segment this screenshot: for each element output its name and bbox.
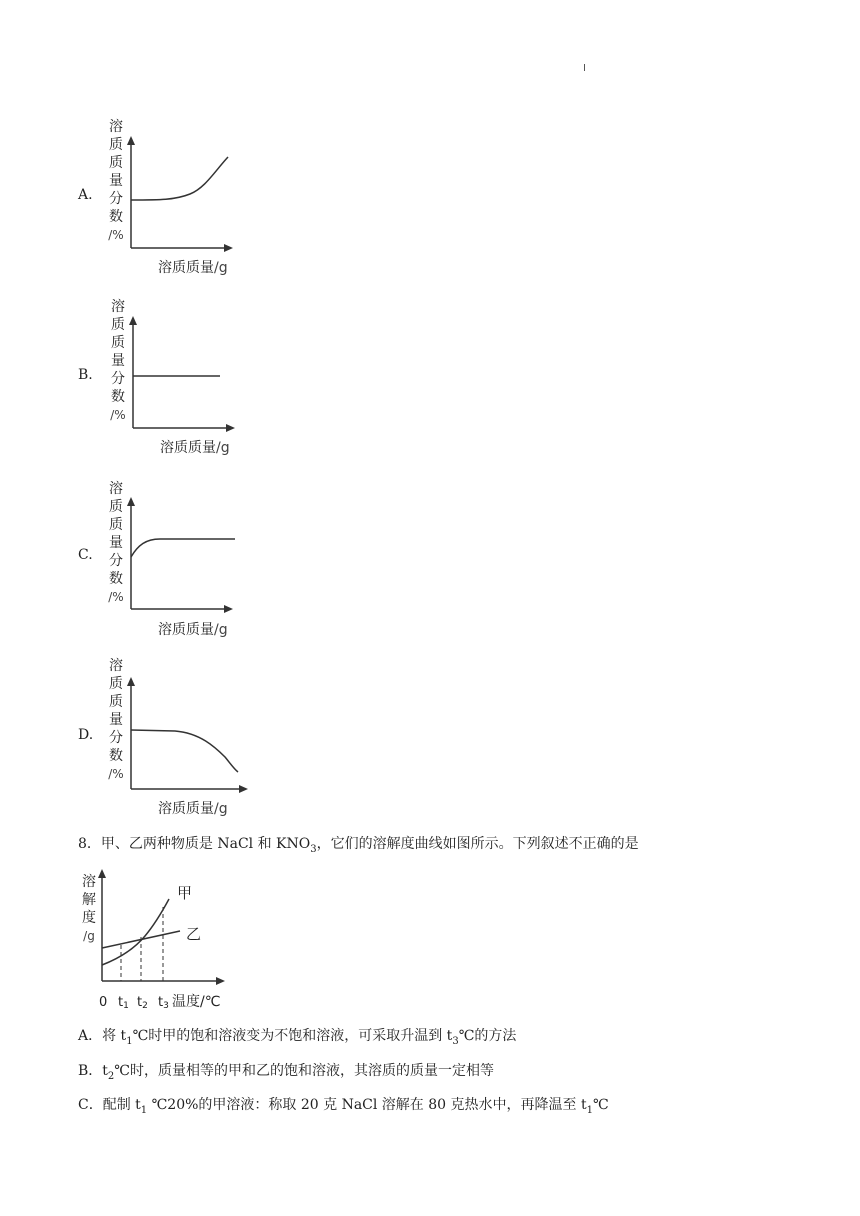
answer-c: C．配制 $t_1$ ℃20%的甲溶液：称取 20 克 NaCl 溶解在 80 克热水中，再降温至 $t_1℃$ [78,1097,609,1116]
option-a-y-axis-label: 溶 质 质 量 分 数 /% [108,119,124,242]
question-text-1: 甲、乙两种物质是 NaCl 和 KNO [100,836,311,852]
y-axis-arrow [127,677,135,686]
solubility-x-axis-arrow [216,977,225,985]
tick-t1: t1 [118,995,129,1011]
question-number: 8． [78,836,101,852]
option-a-curve [131,157,228,200]
question-sub: 3 [310,843,317,855]
x-axis-arrow [226,424,235,432]
y-axis-arrow [129,316,137,325]
solubility-graph [90,868,240,1013]
option-d-y-axis-label: 溶 质 质 量 分 数 /% [108,658,124,781]
solubility-x-axis-label: 温度/℃ [172,994,221,1010]
solubility-y-axis-arrow [98,869,106,878]
option-b-label: B. [78,367,93,383]
option-d-label: D. [78,727,94,743]
option-a-x-axis-label: 溶质质量/g [158,260,228,276]
tick-t2: t2 [137,995,148,1011]
option-b-y-axis-label: 溶 质 质 量 分 数 /% [110,299,126,422]
x-axis-arrow [224,244,233,252]
series-jia-curve [102,899,169,965]
option-d-x-axis-label: 溶质质量/g [158,801,228,817]
tick-t3: t3 [158,995,169,1011]
option-c-curve [131,539,235,557]
option-c-x-axis-label: 溶质质量/g [158,622,228,638]
y-axis-arrow [127,136,135,145]
answer-b: B．$t_2℃$时，质量相等的甲和乙的饱和溶液，其溶质的质量一定相等 [78,1063,494,1082]
stray-mark [584,64,585,71]
origin-label: 0 [99,995,108,1010]
option-c-label: C. [78,547,93,563]
option-b-x-axis-label: 溶质质量/g [160,440,230,456]
option-c-graph [120,497,250,617]
question-8 [78,833,639,855]
answer-a: A．将 $t_1℃$时甲的饱和溶液变为不饱和溶液，可采取升温到 $t_3℃$的方法 [78,1028,517,1047]
series-jia-label: 甲 [177,884,193,902]
option-a-graph [120,136,250,256]
x-axis-arrow [239,785,248,793]
y-axis-arrow [127,497,135,506]
option-d-graph [120,677,260,797]
option-b-graph [122,316,252,436]
option-a-label: A. [78,187,93,203]
series-yi-label: 乙 [186,925,202,943]
option-d-curve [131,730,238,772]
option-c-y-axis-label: 溶 质 质 量 分 数 /% [108,481,124,604]
question-text-2: ，它们的溶解度曲线如图所示。下列叙述不正确的是 [316,836,639,852]
x-axis-arrow [224,605,233,613]
solubility-y-axis-label: 溶 解 度 /g [82,874,96,943]
